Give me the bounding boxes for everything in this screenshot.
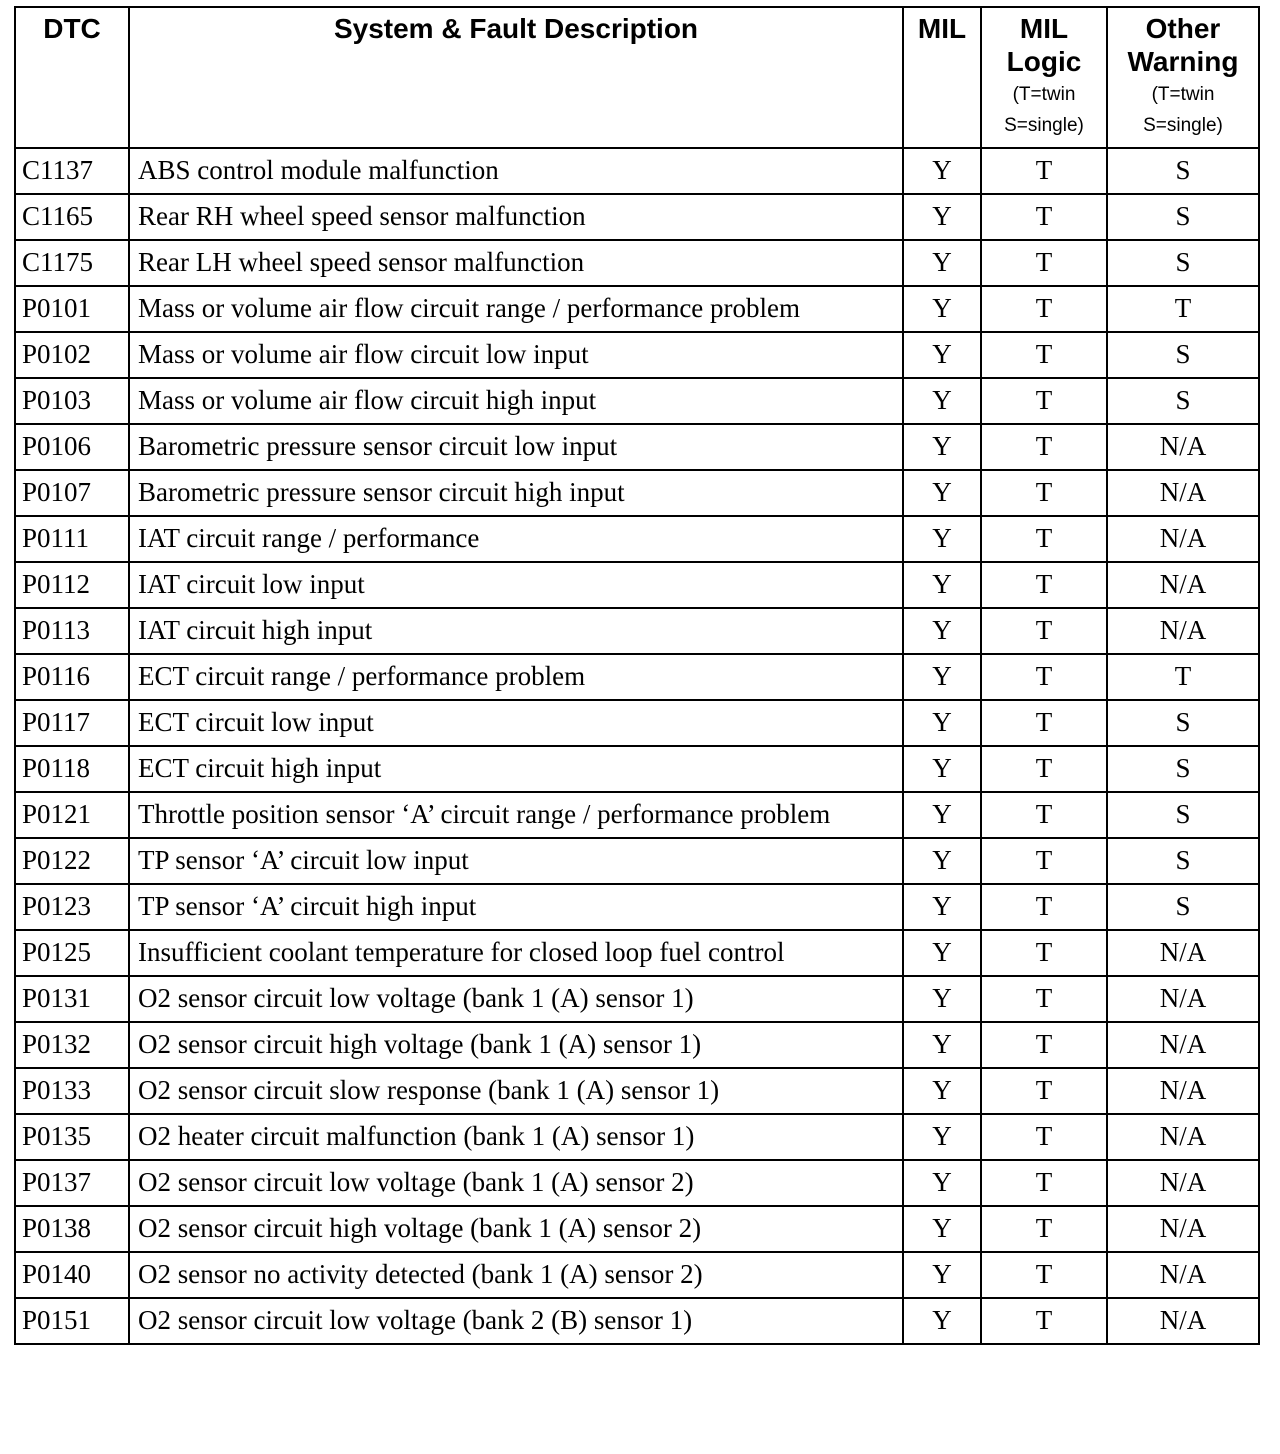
table-row: [15, 608, 1259, 654]
mil-cell: Y: [903, 424, 981, 470]
other-warning-cell: S: [1107, 792, 1259, 838]
header-other-warning: [1107, 7, 1259, 148]
other-warning-cell: S: [1107, 884, 1259, 930]
dtc-code-cell: P0151: [15, 1298, 129, 1344]
mil-logic-cell: T: [981, 1160, 1107, 1206]
mil-logic-cell: T: [981, 608, 1107, 654]
description-cell: ABS control module malfunction: [129, 148, 903, 194]
other-warning-cell: S: [1107, 838, 1259, 884]
other-warning-cell: N/A: [1107, 930, 1259, 976]
mil-logic-cell: T: [981, 930, 1107, 976]
table-row: [15, 424, 1259, 470]
mil-logic-cell: T: [981, 1068, 1107, 1114]
other-warning-cell: S: [1107, 746, 1259, 792]
mil-logic-cell: T: [981, 194, 1107, 240]
mil-cell: Y: [903, 332, 981, 378]
dtc-code-cell: P0122: [15, 838, 129, 884]
mil-cell: Y: [903, 976, 981, 1022]
description-cell: Rear RH wheel speed sensor malfunction: [129, 194, 903, 240]
table-body: [15, 148, 1259, 1344]
mil-cell: Y: [903, 516, 981, 562]
table-row: [15, 148, 1259, 194]
dtc-code-cell: P0111: [15, 516, 129, 562]
other-warning-cell: N/A: [1107, 562, 1259, 608]
table-row: [15, 884, 1259, 930]
other-warning-cell: N/A: [1107, 1252, 1259, 1298]
header-other-warning-note-2: S=single): [1143, 115, 1223, 136]
dtc-code-cell: P0113: [15, 608, 129, 654]
description-cell: Throttle position sensor ‘A’ circuit range / performance problem: [129, 792, 903, 838]
other-warning-cell: S: [1107, 194, 1259, 240]
header-row: [15, 7, 1259, 148]
mil-cell: Y: [903, 838, 981, 884]
dtc-code-cell: P0138: [15, 1206, 129, 1252]
other-warning-cell: N/A: [1107, 1206, 1259, 1252]
other-warning-cell: S: [1107, 332, 1259, 378]
header-dtc-label: DTC: [43, 13, 101, 44]
table-row: [15, 1114, 1259, 1160]
dtc-code-cell: P0131: [15, 976, 129, 1022]
mil-logic-cell: T: [981, 424, 1107, 470]
mil-cell: Y: [903, 1114, 981, 1160]
other-warning-cell: N/A: [1107, 608, 1259, 654]
description-cell: IAT circuit range / performance: [129, 516, 903, 562]
header-mil-logic: [981, 7, 1107, 148]
mil-logic-cell: T: [981, 792, 1107, 838]
description-cell: O2 sensor circuit low voltage (bank 1 (A) sensor 1): [129, 976, 903, 1022]
description-cell: Insufficient coolant temperature for closed loop fuel control: [129, 930, 903, 976]
mil-cell: Y: [903, 240, 981, 286]
header-mil-logic-label: MIL Logic: [1006, 13, 1082, 77]
table-row: [15, 930, 1259, 976]
other-warning-cell: S: [1107, 378, 1259, 424]
other-warning-cell: N/A: [1107, 1160, 1259, 1206]
dtc-code-cell: P0135: [15, 1114, 129, 1160]
header-other-warning-label: Other Warning: [1127, 13, 1239, 77]
table-row: [15, 194, 1259, 240]
mil-logic-cell: T: [981, 148, 1107, 194]
dtc-code-cell: C1137: [15, 148, 129, 194]
other-warning-cell: N/A: [1107, 470, 1259, 516]
other-warning-cell: N/A: [1107, 1114, 1259, 1160]
description-cell: ECT circuit range / performance problem: [129, 654, 903, 700]
description-cell: O2 sensor circuit low voltage (bank 1 (A) sensor 2): [129, 1160, 903, 1206]
dtc-code-cell: P0103: [15, 378, 129, 424]
mil-logic-cell: T: [981, 1298, 1107, 1344]
mil-cell: Y: [903, 562, 981, 608]
description-cell: ECT circuit high input: [129, 746, 903, 792]
description-cell: O2 sensor circuit high voltage (bank 1 (A) sensor 1): [129, 1022, 903, 1068]
mil-cell: Y: [903, 654, 981, 700]
dtc-code-cell: P0137: [15, 1160, 129, 1206]
table-row: [15, 1022, 1259, 1068]
description-cell: Mass or volume air flow circuit range / performance problem: [129, 286, 903, 332]
table-row: [15, 378, 1259, 424]
table-row: [15, 792, 1259, 838]
mil-cell: Y: [903, 700, 981, 746]
other-warning-cell: N/A: [1107, 1068, 1259, 1114]
other-warning-cell: T: [1107, 654, 1259, 700]
table-header: [15, 7, 1259, 148]
table-row: [15, 976, 1259, 1022]
description-cell: Barometric pressure sensor circuit high input: [129, 470, 903, 516]
dtc-table: [14, 6, 1260, 1345]
dtc-code-cell: P0125: [15, 930, 129, 976]
table-row: [15, 332, 1259, 378]
header-description: [129, 7, 903, 148]
table-row: [15, 746, 1259, 792]
description-cell: TP sensor ‘A’ circuit low input: [129, 838, 903, 884]
dtc-code-cell: P0121: [15, 792, 129, 838]
mil-logic-cell: T: [981, 654, 1107, 700]
mil-logic-cell: T: [981, 838, 1107, 884]
dtc-code-cell: P0101: [15, 286, 129, 332]
mil-logic-cell: T: [981, 1022, 1107, 1068]
description-cell: Mass or volume air flow circuit high input: [129, 378, 903, 424]
description-cell: IAT circuit high input: [129, 608, 903, 654]
description-cell: Mass or volume air flow circuit low input: [129, 332, 903, 378]
mil-cell: Y: [903, 884, 981, 930]
mil-cell: Y: [903, 1068, 981, 1114]
other-warning-cell: S: [1107, 148, 1259, 194]
description-cell: Rear LH wheel speed sensor malfunction: [129, 240, 903, 286]
dtc-code-cell: P0102: [15, 332, 129, 378]
dtc-code-cell: P0117: [15, 700, 129, 746]
other-warning-cell: S: [1107, 700, 1259, 746]
other-warning-cell: N/A: [1107, 1298, 1259, 1344]
mil-logic-cell: T: [981, 746, 1107, 792]
description-cell: IAT circuit low input: [129, 562, 903, 608]
mil-logic-cell: T: [981, 332, 1107, 378]
mil-logic-cell: T: [981, 1206, 1107, 1252]
table-row: [15, 1160, 1259, 1206]
mil-logic-cell: T: [981, 286, 1107, 332]
other-warning-cell: S: [1107, 240, 1259, 286]
dtc-code-cell: P0112: [15, 562, 129, 608]
table-row: [15, 654, 1259, 700]
mil-logic-cell: T: [981, 884, 1107, 930]
mil-cell: Y: [903, 608, 981, 654]
table-row: [15, 1252, 1259, 1298]
mil-logic-cell: T: [981, 378, 1107, 424]
mil-cell: Y: [903, 378, 981, 424]
header-dtc: [15, 7, 129, 148]
mil-cell: Y: [903, 1206, 981, 1252]
mil-logic-cell: T: [981, 1114, 1107, 1160]
description-cell: O2 sensor circuit slow response (bank 1 (A) sensor 1): [129, 1068, 903, 1114]
mil-logic-cell: T: [981, 1252, 1107, 1298]
mil-cell: Y: [903, 1160, 981, 1206]
mil-logic-cell: T: [981, 562, 1107, 608]
description-cell: O2 sensor circuit high voltage (bank 1 (A) sensor 2): [129, 1206, 903, 1252]
table-row: [15, 286, 1259, 332]
table-row: [15, 516, 1259, 562]
header-mil-logic-note-1: (T=twin: [1012, 84, 1076, 105]
mil-logic-cell: T: [981, 516, 1107, 562]
dtc-code-cell: P0107: [15, 470, 129, 516]
dtc-code-cell: P0106: [15, 424, 129, 470]
table-row: [15, 470, 1259, 516]
mil-cell: Y: [903, 194, 981, 240]
mil-cell: Y: [903, 148, 981, 194]
table-row: [15, 1206, 1259, 1252]
header-mil: [903, 7, 981, 148]
dtc-code-cell: C1175: [15, 240, 129, 286]
mil-cell: Y: [903, 792, 981, 838]
table-row: [15, 838, 1259, 884]
dtc-code-cell: P0123: [15, 884, 129, 930]
mil-cell: Y: [903, 930, 981, 976]
mil-cell: Y: [903, 286, 981, 332]
mil-cell: Y: [903, 1022, 981, 1068]
table-row: [15, 562, 1259, 608]
mil-cell: Y: [903, 1298, 981, 1344]
description-cell: O2 sensor no activity detected (bank 1 (A) sensor 2): [129, 1252, 903, 1298]
mil-logic-cell: T: [981, 976, 1107, 1022]
description-cell: ECT circuit low input: [129, 700, 903, 746]
header-other-warning-note-1: (T=twin: [1151, 84, 1215, 105]
description-cell: O2 heater circuit malfunction (bank 1 (A) sensor 1): [129, 1114, 903, 1160]
header-description-label: System & Fault Description: [333, 13, 699, 44]
dtc-code-cell: P0140: [15, 1252, 129, 1298]
dtc-code-cell: P0132: [15, 1022, 129, 1068]
other-warning-cell: T: [1107, 286, 1259, 332]
mil-logic-cell: T: [981, 700, 1107, 746]
description-cell: Barometric pressure sensor circuit low input: [129, 424, 903, 470]
mil-logic-cell: T: [981, 470, 1107, 516]
mil-cell: Y: [903, 470, 981, 516]
description-cell: TP sensor ‘A’ circuit high input: [129, 884, 903, 930]
table-row: [15, 700, 1259, 746]
header-mil-label: MIL: [917, 13, 967, 44]
dtc-code-cell: P0116: [15, 654, 129, 700]
dtc-code-cell: C1165: [15, 194, 129, 240]
mil-cell: Y: [903, 1252, 981, 1298]
table-row: [15, 1068, 1259, 1114]
description-cell: O2 sensor circuit low voltage (bank 2 (B) sensor 1): [129, 1298, 903, 1344]
other-warning-cell: N/A: [1107, 424, 1259, 470]
dtc-code-cell: P0133: [15, 1068, 129, 1114]
table-row: [15, 1298, 1259, 1344]
table-row: [15, 240, 1259, 286]
other-warning-cell: N/A: [1107, 516, 1259, 562]
other-warning-cell: N/A: [1107, 1022, 1259, 1068]
dtc-code-cell: P0118: [15, 746, 129, 792]
header-mil-logic-note-2: S=single): [1004, 115, 1084, 136]
mil-cell: Y: [903, 746, 981, 792]
other-warning-cell: N/A: [1107, 976, 1259, 1022]
mil-logic-cell: T: [981, 240, 1107, 286]
